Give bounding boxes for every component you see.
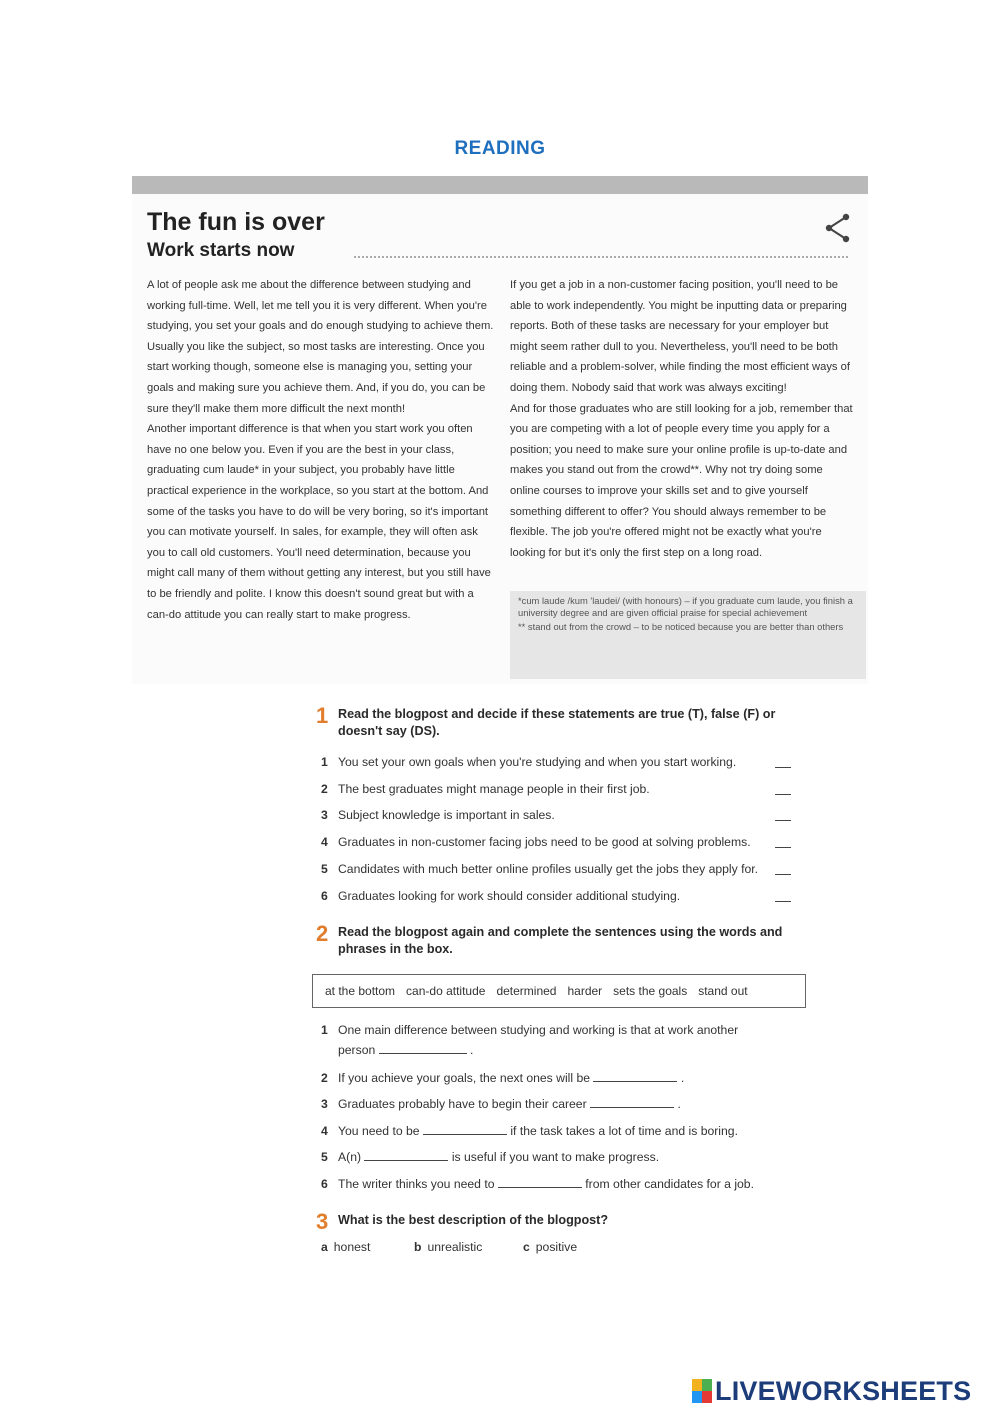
- exercise-instruction: Read the blogpost again and complete the sentences using the words and phrases in the box.: [338, 925, 783, 956]
- statement-item: 1 You set your own goals when you're studying and when you start working.: [321, 752, 791, 772]
- answer-blank[interactable]: [775, 794, 791, 795]
- article-paragraph: A lot of people ask me about the difference between studying and working full-time. Well, let me tell you it is very different. When you're studying, you set your goals and do enough studying to achieve them. Usually you like the subject, so most tasks are interesting. Once you start working though, someone else is managing you, setting your goals and making sure you achieve them. And, if you do, you can be sure they'll make them more difficult the next month!: [147, 279, 494, 415]
- word-option: harder: [567, 984, 603, 998]
- exercise-3: [316, 1209, 816, 1254]
- answer-blank[interactable]: [775, 874, 791, 875]
- article-left-column: [147, 275, 497, 625]
- logo-text: LIVEWORKSHEETS: [715, 1375, 972, 1406]
- answer-blank[interactable]: [590, 1095, 674, 1108]
- option-b[interactable]: b unrealistic: [414, 1240, 483, 1254]
- answer-blank[interactable]: [775, 847, 791, 848]
- word-option: stand out: [698, 984, 748, 998]
- footnote: ** stand out from the crowd – to be noticed because you are better than others: [518, 621, 844, 632]
- share-icon[interactable]: [822, 212, 852, 244]
- option-c[interactable]: c positive: [523, 1240, 578, 1254]
- article-subtitle: Work starts now: [147, 240, 295, 261]
- article-paragraph: If you get a job in a non-customer facing position, you'll need to be able to work independently. You might be inputting data or preparing reports. Both of these tasks are necessary for your employer but might seem rather dull to you. Nevertheless, you'll need to be both reliable and a problem-solver, while finding the most efficient ways of doing them. Nobody said that work was always exciting!: [510, 279, 850, 394]
- exercise-2: [316, 921, 816, 1191]
- sentence-item: 5 A(n) is useful if you want to make progress.: [321, 1150, 660, 1164]
- sentence-item: 1 One main difference between studying and working is that at work another person .: [321, 1023, 739, 1057]
- word-option: at the bottom: [325, 984, 396, 998]
- liveworksheets-logo[interactable]: [692, 1374, 971, 1408]
- word-option: determined: [496, 984, 557, 998]
- statement-item: 6 Graduates looking for work should consider additional studying.: [321, 886, 791, 906]
- exercise-instruction: Read the blogpost and decide if these statements are true (T), false (F) or doesn't say (DS).: [338, 707, 776, 738]
- sentence-item: 6 The writer thinks you need to from other candidates for a job.: [321, 1177, 754, 1191]
- logo-icon: [692, 1379, 712, 1403]
- answer-blank[interactable]: [775, 901, 791, 902]
- answer-blank[interactable]: [364, 1148, 448, 1161]
- sentence-item: 3 Graduates probably have to begin their career .: [321, 1097, 681, 1111]
- exercise-number: 1: [316, 703, 329, 728]
- exercise-number: 3: [316, 1209, 329, 1234]
- sentence-item: 2 If you achieve your goals, the next ones will be .: [321, 1071, 685, 1085]
- exercise-instruction: What is the best description of the blogpost?: [338, 1213, 609, 1227]
- answer-blank[interactable]: [775, 767, 791, 768]
- footnote: *cum laude /kum 'laudei/ (with honours) – if you graduate cum laude, you finish a university degree and are given official praise for special achievement: [518, 595, 853, 618]
- dotted-divider: [354, 256, 848, 258]
- blogpost-article: [132, 176, 868, 684]
- article-title: The fun is over: [147, 208, 325, 236]
- answer-blank[interactable]: [593, 1069, 677, 1082]
- word-box: [312, 974, 806, 1008]
- article-top-bar: [132, 176, 868, 194]
- answer-blank[interactable]: [423, 1122, 507, 1135]
- word-option: can-do attitude: [406, 984, 486, 998]
- statement-item: 4 Graduates in non-customer facing jobs need to be good at solving problems.: [321, 832, 791, 852]
- statement-item: 5 Candidates with much better online profiles usually get the jobs they apply for.: [321, 859, 791, 879]
- article-right-column: [510, 275, 855, 563]
- option-a[interactable]: a honest: [321, 1240, 371, 1254]
- exercise-1: [316, 703, 816, 903]
- answer-blank[interactable]: [379, 1041, 467, 1054]
- word-option: sets the goals: [613, 984, 688, 998]
- exercise-number: 2: [316, 921, 329, 946]
- article-paragraph: Another important difference is that when you start work you often have no one below you. Even if you are the best in your class, graduating cum laude* in your subject, you probably have little practical experience in the workplace, so you start at the bottom. And some of the tasks you have to do will be very boring, so it's important you can motivate yourself. In sales, for example, they will often ask you to call old customers. You'll need determination, because you might call many of them without getting any interest, but you still have to be friendly and polite. I know this doesn't sound great but with a can-do attitude you can really start to make progress.: [147, 423, 491, 621]
- page-heading: READING: [454, 138, 546, 159]
- answer-blank[interactable]: [498, 1175, 582, 1188]
- statement-item: 2 The best graduates might manage people in their first job.: [321, 779, 791, 799]
- sentence-item: 4 You need to be if the task takes a lot of time and is boring.: [321, 1124, 738, 1138]
- article-paragraph: And for those graduates who are still looking for a job, remember that you are competing with a lot of people every time you apply for a position; you need to make sure your online profile is up-to-date and makes you stand out from the crowd**. Why not try doing some online courses to improve your skills set and to give yourself something different to offer? You should always remember to be flexible. The job you're offered might not be exactly what you're looking for but it's only the first step on a long road.: [510, 402, 853, 559]
- answer-blank[interactable]: [775, 820, 791, 821]
- footnotes-box: [510, 591, 866, 679]
- statement-item: 3 Subject knowledge is important in sales.: [321, 805, 791, 825]
